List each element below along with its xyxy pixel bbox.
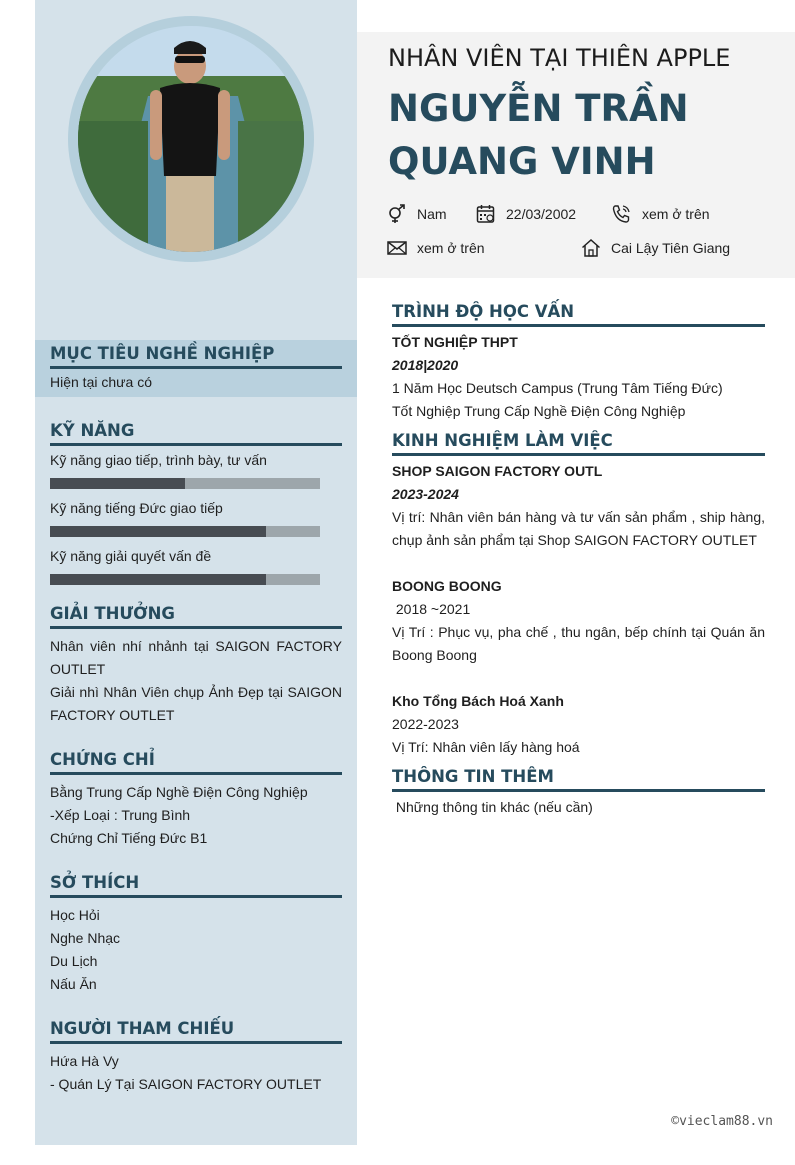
experience-desc: Vị trí: Nhân viên bán hàng và tư vấn sản phẩm , ship hàng, chụp ảnh sản phẩm tại Shop SAIGON FACTORY OUTLET [392, 509, 765, 548]
experience-company: SHOP SAIGON FACTORY OUTL [392, 463, 603, 479]
name-line-1: NGUYỄN TRẦN [388, 87, 689, 130]
phone-info [611, 204, 710, 224]
certificate-item: -Xếp Loại : Trung Bình [50, 807, 191, 823]
experience-item [392, 575, 765, 667]
hobby-item: Nấu Ăn [50, 976, 97, 992]
gender-icon [387, 204, 407, 224]
gender-value: Nam [417, 206, 447, 222]
email-info [387, 238, 485, 258]
skill-bar-fill [50, 526, 266, 537]
experience-item [392, 690, 765, 759]
skill-bar-fill [50, 574, 266, 585]
award-item: Nhân viên nhí nhảnh tại SAIGON FACTORY OUTLET [50, 638, 342, 677]
name-line-2: QUANG VINH [388, 140, 656, 183]
objective-title: MỤC TIÊU NGHỀ NGHIỆP [50, 344, 342, 369]
email-value: xem ở trên [417, 240, 485, 256]
skill-bar-fill [50, 478, 185, 489]
envelope-icon [387, 238, 407, 258]
address-info [581, 238, 730, 258]
experience-desc: Vị Trí : Phục vụ, pha chế , thu ngân, bếp chính tại Quán ăn Boong Boong [392, 624, 765, 663]
education-section [392, 302, 765, 423]
skill-bar [50, 574, 320, 585]
skills-section [50, 421, 342, 593]
experience-company: Kho Tổng Bách Hoá Xanh [392, 693, 564, 709]
birthday-value: 22/03/2002 [506, 206, 577, 222]
education-title: TRÌNH ĐỘ HỌC VẤN [392, 302, 765, 327]
home-icon [581, 238, 601, 258]
skills-title: KỸ NĂNG [50, 421, 342, 446]
experience-period: 2018 ~2021 [392, 601, 471, 617]
job-title: NHÂN VIÊN TẠI THIÊN APPLE [388, 44, 731, 72]
education-line: Tốt Nghiệp Trung Cấp Nghề Điện Công Nghiệp [392, 403, 686, 419]
experience-company: BOONG BOONG [392, 578, 502, 594]
objective-section [50, 344, 342, 394]
certificate-item: Chứng Chỉ Tiếng Đức B1 [50, 830, 208, 846]
certificates-section [50, 750, 342, 850]
phone-icon [611, 204, 632, 224]
skill-name: Kỹ năng giao tiếp, trình bày, tư vấn [50, 452, 267, 468]
hobby-item: Nghe Nhạc [50, 930, 121, 946]
skill-bar [50, 526, 320, 537]
reference-item: - Quán Lý Tại SAIGON FACTORY OUTLET [50, 1076, 322, 1092]
experience-period: 2022-2023 [392, 716, 459, 732]
certificates-title: CHỨNG CHỈ [50, 750, 342, 775]
birthday-info [476, 204, 576, 224]
objective-text: Hiện tại chưa có [50, 374, 152, 390]
address-value: Cai Lậy Tiên Giang [611, 240, 731, 256]
hobby-item: Du Lịch [50, 953, 98, 969]
avatar [78, 26, 304, 252]
references-title: NGƯỜI THAM CHIẾU [50, 1019, 342, 1044]
full-name [388, 82, 788, 188]
experience-period: 2023-2024 [392, 486, 459, 502]
awards-title: GIẢI THƯỞNG [50, 604, 342, 629]
extra-title: THÔNG TIN THÊM [392, 767, 765, 792]
skill-name: Kỹ năng tiếng Đức giao tiếp [50, 500, 223, 516]
extra-section [392, 767, 765, 819]
experience-desc: Vị Trí: Nhân viên lấy hàng hoá [392, 739, 580, 755]
watermark: ©vieclam88.vn [671, 1114, 773, 1129]
skill-name: Kỹ năng giải quyết vấn đề [50, 548, 212, 564]
hobbies-title: SỞ THÍCH [50, 873, 342, 898]
calendar-icon [476, 204, 496, 224]
hobbies-section [50, 873, 342, 996]
gender-info [387, 204, 447, 224]
profile-photo-illustration [78, 26, 304, 252]
phone-value: xem ở trên [642, 206, 710, 222]
skill-bar [50, 478, 320, 489]
reference-item: Hứa Hà Vy [50, 1053, 119, 1069]
education-line: 1 Năm Học Deutsch Campus (Trung Tâm Tiếng Đức) [392, 380, 723, 396]
certificate-item: Bằng Trung Cấp Nghề Điện Công Nghiệp [50, 784, 308, 800]
experience-item [392, 460, 765, 552]
experience-title: KINH NGHIỆM LÀM VIỆC [392, 431, 765, 456]
education-school: TỐT NGHIỆP THPT [392, 334, 518, 350]
hobby-item: Học Hỏi [50, 907, 100, 923]
references-section [50, 1019, 342, 1096]
avatar-frame [68, 16, 314, 262]
award-item: Giải nhì Nhân Viên chụp Ảnh Đẹp tại SAIGON FACTORY OUTLET [50, 684, 342, 723]
education-period: 2018|2020 [392, 357, 459, 373]
extra-text: Những thông tin khác (nếu cần) [392, 799, 593, 815]
experience-section [392, 431, 765, 759]
awards-section [50, 604, 342, 727]
